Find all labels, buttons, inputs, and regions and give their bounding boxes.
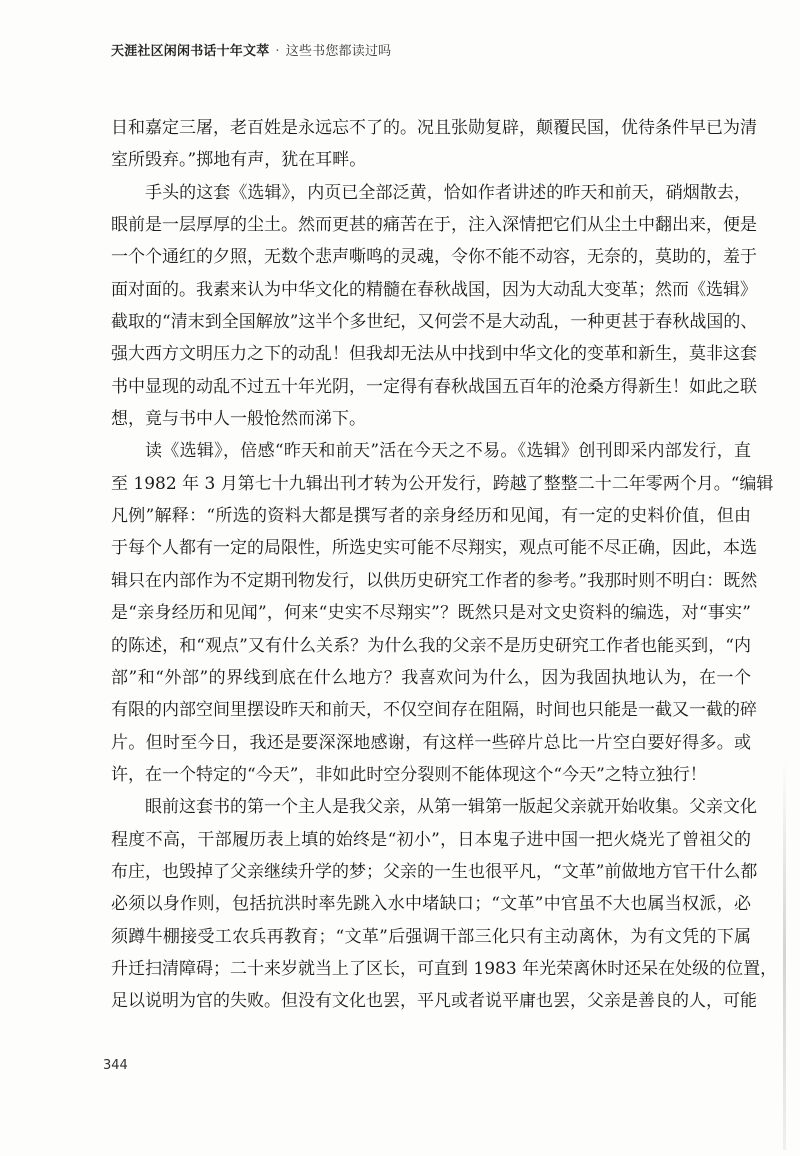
text-line: 面对面的。我素来认为中华文化的精髓在春秋战国，因为大动乱大变革；然而《选辑》 (111, 279, 757, 300)
header-separator: · (275, 44, 280, 59)
text-line: 截取的“清末到全国解放”这半个多世纪，又何尝不是大动乱，一种更甚于春秋战国的、 (111, 312, 758, 333)
book-title: 天涯社区闲闲书话十年文萃 (111, 44, 270, 59)
text-line: 辑只在内部作为不定期刊物发行，以供历史研究工作者的参考。”我那时则不明白：既然 (111, 570, 758, 591)
text-line: 强大西方文明压力之下的动乱！但我却无法从中找到中华文化的变革和新生，莫非这套 (111, 344, 757, 365)
text-line: 至 1982 年 3 月第七十九辑出刊才转为公开发行，跨越了整整二十二年零两个月。“编辑 (111, 473, 774, 494)
text-line: 布庄，也毁掉了父亲继续升学的梦；父亲的一生也很平凡，“文革”前做地方官干什么都 (111, 861, 758, 882)
paragraph (111, 177, 758, 436)
text-line: 一个个通红的夕照，无数个悲声嘶鸣的灵魂，令你不能不动容，无奈的，莫助的，羞于 (111, 247, 757, 268)
text-line: 是“亲身经历和见闻”，何来“史实不尽翔实”？既然只是对文史资料的编选，对“事实” (111, 603, 751, 624)
paragraph (111, 791, 778, 1017)
text-line: 许，在一个特定的“今天”，非如此时空分裂则不能体现这个“今天”之特立独行！ (111, 764, 707, 785)
body-text (111, 112, 778, 1018)
paragraph (111, 112, 757, 177)
scan-shadow (783, 760, 786, 1150)
text-line: 须蹲牛棚接受工农兵再教育；“文革”后强调干部三化只有主动离休，为有文凭的下属 (111, 926, 751, 947)
text-line: 升迁扫清障碍；二十来岁就当上了区长，可直到 1983 年光荣离休时还呆在处级的位置， (111, 958, 778, 979)
text-line: 的陈述，和“观点”又有什么关系？为什么我的父亲不是历史研究工作者也能买到，“内 (111, 635, 751, 656)
paragraph (111, 435, 774, 791)
text-line: 书中显现的动乱不过五十年光阴，一定得有春秋战国五百年的沧桑方得新生！如此之联 (111, 376, 757, 397)
text-line: 日和嘉定三屠，老百姓是永远忘不了的。况且张勋复辟，颠覆民国，优待条件早已为清 (111, 118, 757, 138)
text-line: 必须以身作则，包括抗洪时率先跳入水中堵缺口；“文革”中官虽不大也属当权派，必 (111, 894, 751, 915)
text-line: 足以说明为官的失败。但没有文化也罢，平凡或者说平庸也罢，父亲是善良的人，可能 (111, 991, 757, 1012)
text-line: 于每个人都有一定的局限性，所选史实可能不尽翔实，观点可能不尽正确，因此，本选 (111, 538, 757, 559)
text-line: 程度不高，干部履历表上填的始终是“初小”，日本鬼子进中国一把火烧光了曾祖父的 (111, 829, 751, 850)
text-line: 室所毁弃。”掷地有声，犹在耳畔。 (111, 150, 367, 171)
text-line: 部”和“外部”的界线到底在什么地方？我喜欢问为什么，因为我固执地认为，在一个 (111, 667, 751, 688)
section-title: 这些书您都读过吗 (285, 44, 392, 59)
text-line: 片。但时至今日，我还是要深深地感谢，有这样一些碎片总比一片空白要好得多。或 (111, 732, 751, 753)
text-line: 手头的这套《选辑》，内页已全部泛黄，恰如作者讲述的昨天和前天，硝烟散去， (145, 182, 751, 203)
text-line: 凡例”解释：“所选的资料大都是撰写者的亲身经历和见闻，有一定的史料价值，但由 (111, 506, 751, 527)
text-line: 眼前是一层厚厚的尘土。然而更甚的痛苦在于，注入深情把它们从尘土中翻出来，便是 (111, 215, 757, 236)
text-line: 读《选辑》，倍感“昨天和前天”活在今天之不易。《选辑》创刊即采内部发行，直 (145, 441, 751, 462)
text-line: 有限的内部空间里摆设昨天和前天，不仅空间存在阻隔，时间也只能是一截又一截的碎 (111, 700, 757, 721)
page-number: 344 (103, 1058, 128, 1073)
running-header (111, 40, 391, 59)
text-line: 眼前这套书的第一个主人是我父亲，从第一辑第一版起父亲就开始收集。父亲文化 (145, 797, 757, 818)
text-line: 想，竟与书中人一般怆然而涕下。 (111, 409, 366, 430)
